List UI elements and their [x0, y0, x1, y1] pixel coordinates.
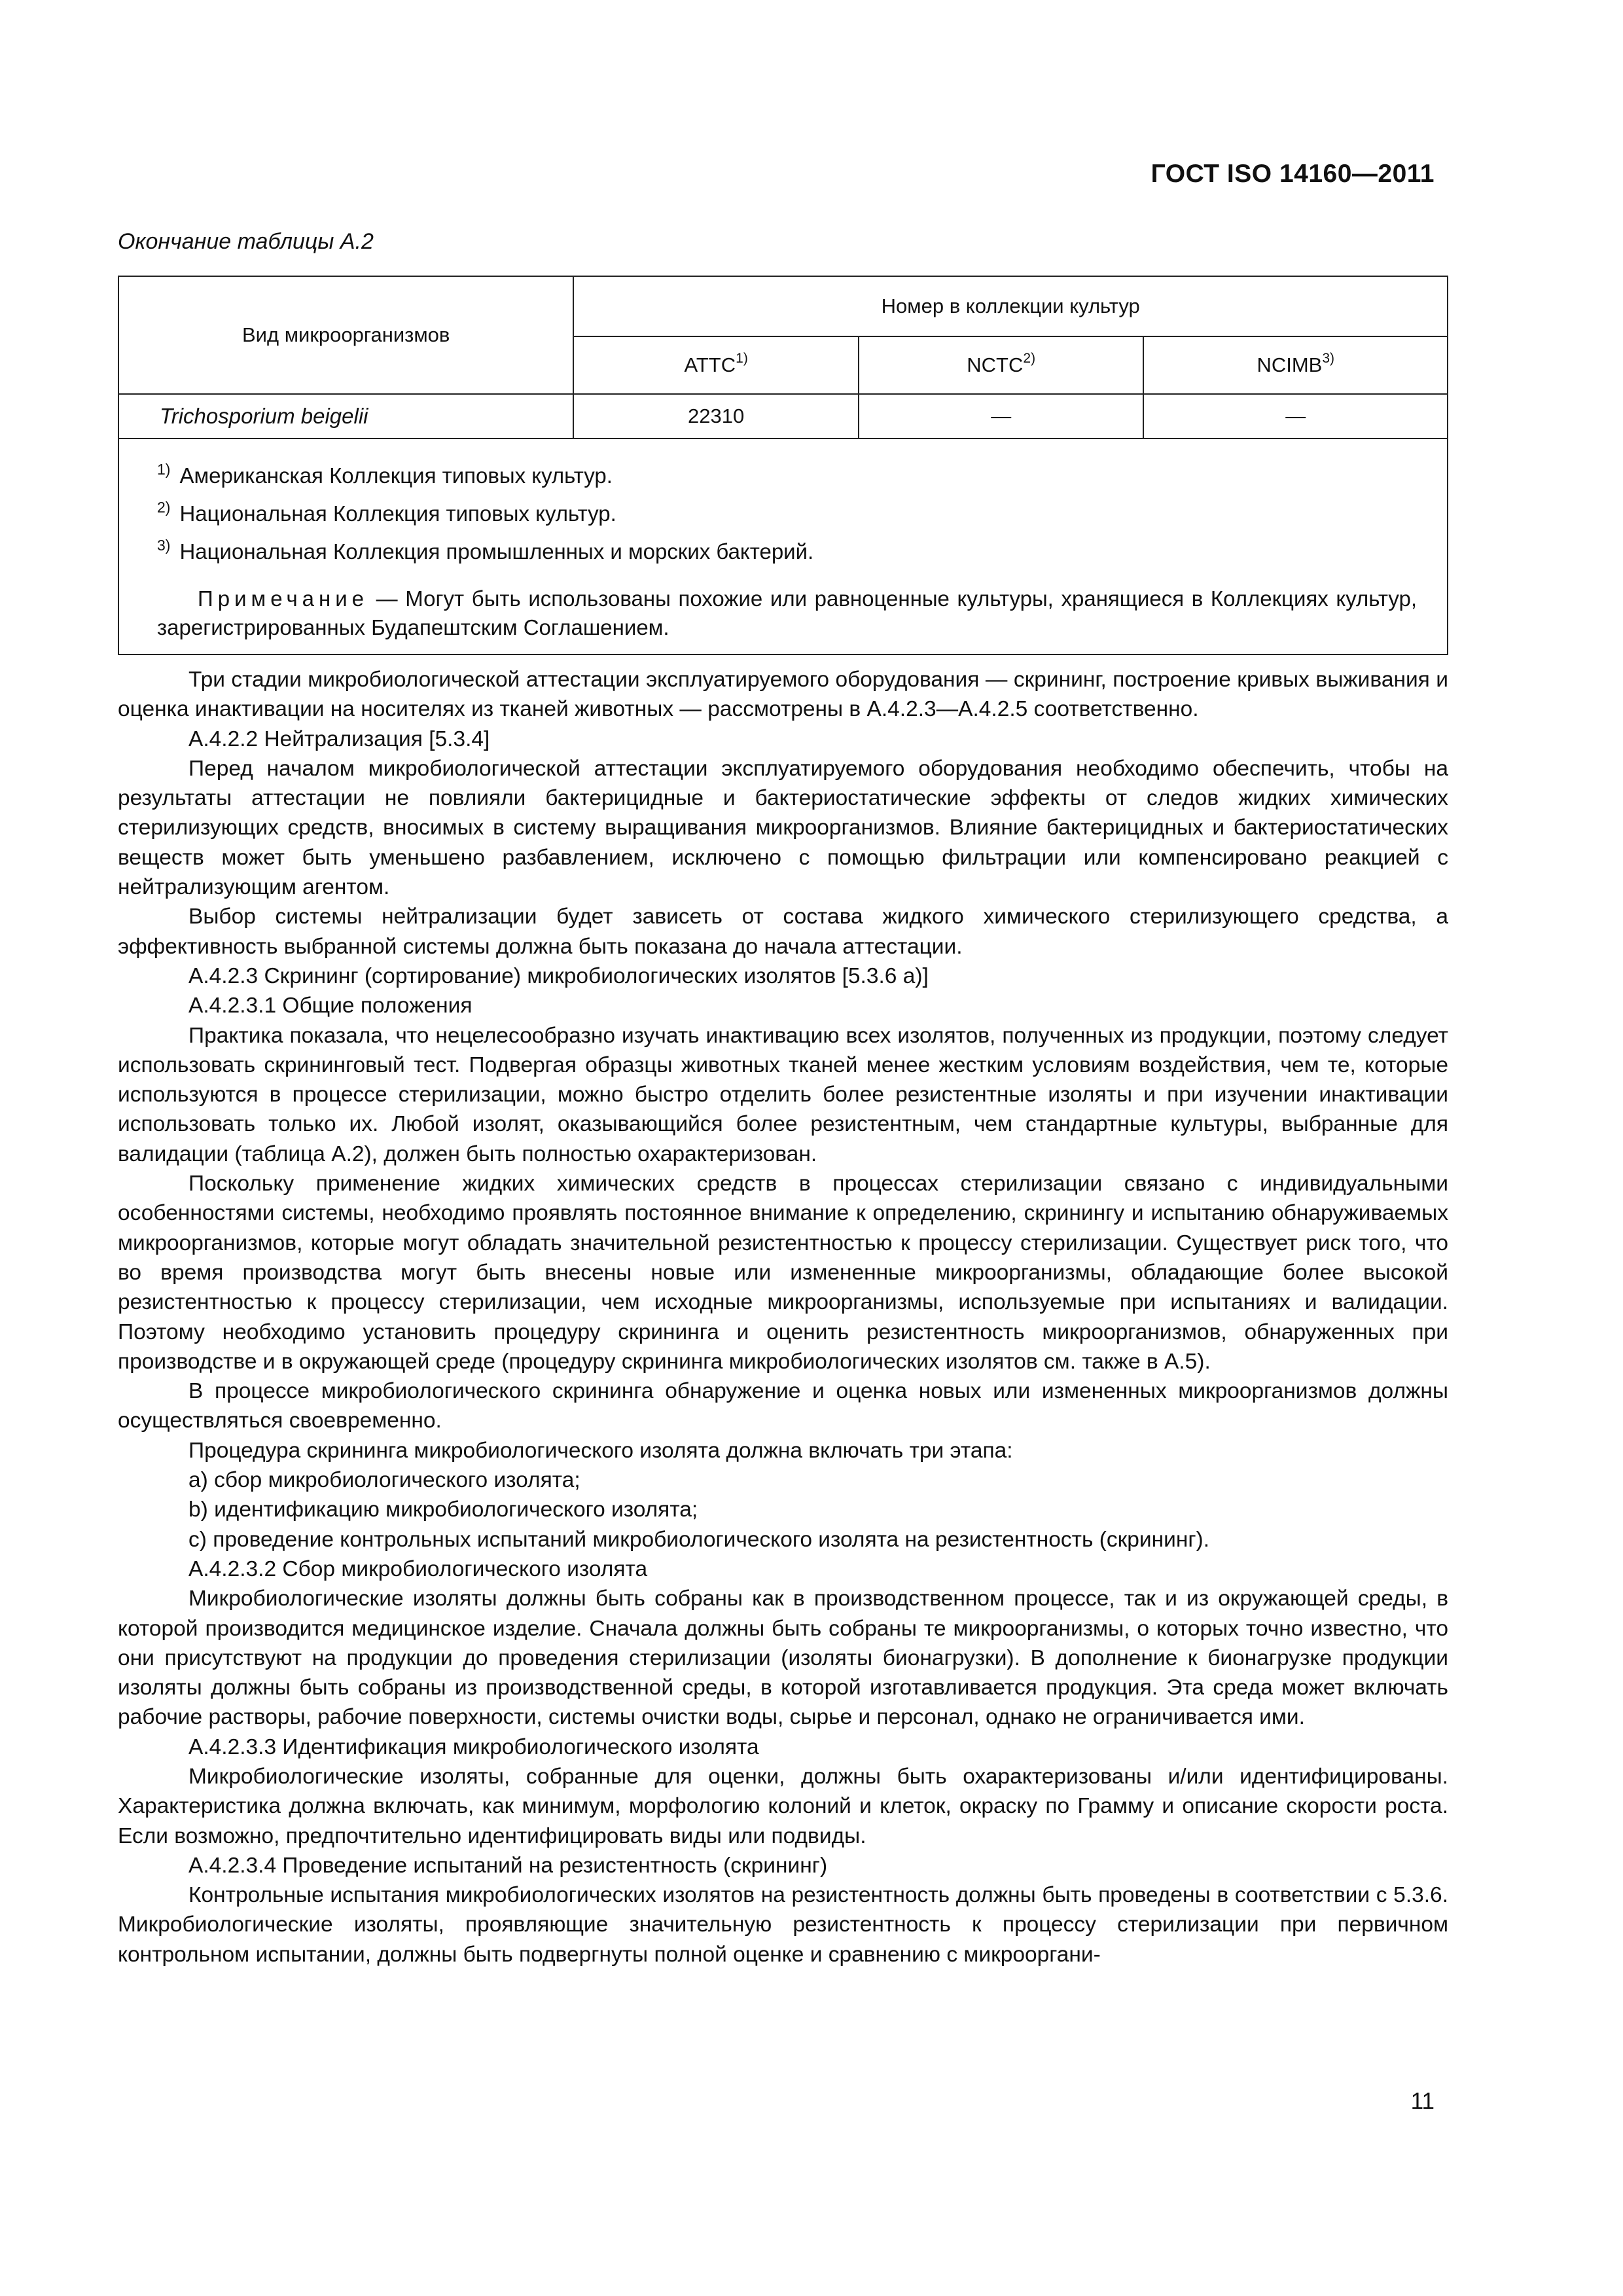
header-ncimb: NCIMB$^{3)}$ [1143, 336, 1448, 394]
cell-species: Trichosporium beigelii [118, 394, 573, 439]
section-heading: А.4.2.2 Нейтрализация [5.3.4] [188, 726, 490, 751]
paragraph: Выбор системы нейтрализации будет зависеть от состава жидкого химического стерилизующего средства, а эффективность выбранной системы должна быть показана до начала аттестации. [118, 905, 1448, 959]
header-collection-number: Номер в коллекции культур [573, 276, 1448, 336]
table-row [118, 394, 1448, 439]
list-item: а) сбор микробиологического изолята; [188, 1468, 580, 1493]
footnote-ref-1: 1) [736, 351, 748, 366]
paragraph: Поскольку применение жидких химических средств в процессах стерилизации связано с индивидуальными особенностями системы, необходимо проявлять постоянное внимание к определению, скринингу и испытанию обнаруживаемых микроорганизмов, которые могут обладать значительной резистентностью к процессу стерилизации. Существует риск того, что во время производства могут быть внесены новые или измененные микроорганизмы, обладающие более высокой резистентностью к процессу стерилизации, чем исходные микроорганизмы, используемые при испытаниях и валидации. Поэтому необходимо установить процедуру скрининга и оценить резистентность микроорганизмов, обнаруженных при производстве и в окружающей среде (процедуру скрининга микробиологических изолятов см. также в А.5). [118, 1172, 1448, 1374]
paragraph: Три стадии микробиологической аттестации эксплуатируемого оборудования — скрининг, построение кривых выживания и оценка инактивации на носителях из тканей животных — рассмотрены в А.4.2.3—А.4.2.5 соответственно. [118, 668, 1448, 722]
paragraph: Микробиологические изоляты, собранные для оценки, должны быть охарактеризованы и/или идентифицированы. Характеристика должна включать, как минимум, морфологию колоний и клеток, окраску по Грамму и описание скорости роста. Если возможно, предпочтительно идентифицировать виды или подвиды. [118, 1764, 1448, 1848]
note-text: — Могут быть использованы похожие или равноценные культуры, хранящиеся в Коллекциях культур, зарегистрированных Будапештским Соглашением. [157, 586, 1417, 639]
section-heading: А.4.2.3.2 Сбор микробиологического изолята [188, 1556, 648, 1581]
cell-ncimb: — [1143, 394, 1448, 439]
page-number: 11 [1410, 2089, 1435, 2114]
culture-collection-table [118, 276, 1448, 655]
cell-nctc: — [859, 394, 1144, 439]
footnote-1: $^{1)}$ Американская Коллекция типовых культур. [157, 461, 613, 488]
section-heading: А.4.2.3 Скрининг (сортирование) микробиологических изолятов [5.3.6 а)] [188, 963, 929, 988]
paragraph: Практика показала, что нецелесообразно изучать инактивацию всех изолятов, полученных из продукции, поэтому следует использовать скрининговый тест. Подвергая образцы животных тканей менее жестким условиям воздействия, чем те, которые используются в процессе стерилизации, можно быстро отделить более резистентные изоляты и при изучении инактивации использовать только их. Любой изолят, оказывающийся более резистентным, чем стандартные культуры, выбранные для валидации (таблица А.2), должен быть полностью охарактеризован. [118, 1023, 1448, 1166]
section-heading: А.4.2.3.3 Идентификация микробиологического изолята [188, 1734, 759, 1759]
footnote-2: $^{2)}$ Национальная Коллекция типовых культур. [157, 499, 616, 526]
section-heading: А.4.2.3.4 Проведение испытаний на резистентность (скрининг) [188, 1853, 828, 1878]
table-note [157, 584, 1417, 642]
table-header-row [118, 276, 1448, 336]
list-item: b) идентификацию микробиологического изолята; [188, 1498, 698, 1522]
note-label: Примечание [198, 586, 369, 611]
paragraph: Перед началом микробиологической аттестации эксплуатируемого оборудования необходимо обеспечить, чтобы на результаты аттестации не повлияли бактерицидные и бактериостатические эффекты от следов жидких химических стерилизующих средств, вносимых в систему выращивания микроорганизмов. Влияние бактерицидных и бактериостатических веществ может быть уменьшено разбавлением, исключено с помощью фильтрации или компенсировано реакцией с нейтрализующим агентом. [118, 756, 1448, 900]
header-atcc: ATTC$^{1)}$ [573, 336, 859, 394]
paragraph: Микробиологические изоляты должны быть собраны как в производственном процессе, так и из окружающей среды, в которой производится медицинское изделие. Сначала должны быть собраны те микроорганизмы, о которых точно известно, что они присутствуют на продукции до проведения стерилизации (изоляты бионагрузки). В дополнение к бионагрузке продукции изоляты должны быть собраны из производственной среды, в которой изготавливается продукция. Эта среда может включать рабочие растворы, рабочие поверхности, системы очистки воды, сырье и персонал, однако не ограничивается ими. [118, 1587, 1448, 1730]
table-caption: Окончание таблицы А.2 [118, 229, 374, 254]
paragraph: Процедура скрининга микробиологического изолята должна включать три этапа: [188, 1438, 1013, 1463]
table-footnotes-row [118, 439, 1448, 655]
paragraph: В процессе микробиологического скрининга обнаружение и оценка новых или измененных микроорганизмов должны осуществляться своевременно. [118, 1379, 1448, 1433]
header-nctc: NCTC$^{2)}$ [859, 336, 1144, 394]
body-text [118, 665, 1448, 1969]
section-heading: А.4.2.3.1 Общие положения [188, 994, 473, 1018]
list-item: с) проведение контрольных испытаний микробиологического изолята на резистентность (скрининг). [188, 1527, 1210, 1552]
footnote-ref-2: 2) [1023, 351, 1036, 366]
table-footnotes [118, 439, 1448, 655]
footnote-ref-3: 3) [1322, 351, 1335, 366]
footnote-3: $^{3)}$ Национальная Коллекция промышленных и морских бактерий. [157, 537, 814, 564]
document-header: ГОСТ ISO 14160—2011 [1150, 160, 1435, 188]
cell-atcc: 22310 [573, 394, 859, 439]
paragraph: Контрольные испытания микробиологических изолятов на резистентность должны быть проведены в соответствии с 5.3.6. Микробиологические изоляты, проявляющие значительную резистентность к процессу стерилизации при первичном контрольном испытании, должны быть подвергнуты полной оценке и сравнению с микрооргани- [118, 1883, 1448, 1967]
header-species: Вид микроорганизмов [118, 276, 573, 394]
